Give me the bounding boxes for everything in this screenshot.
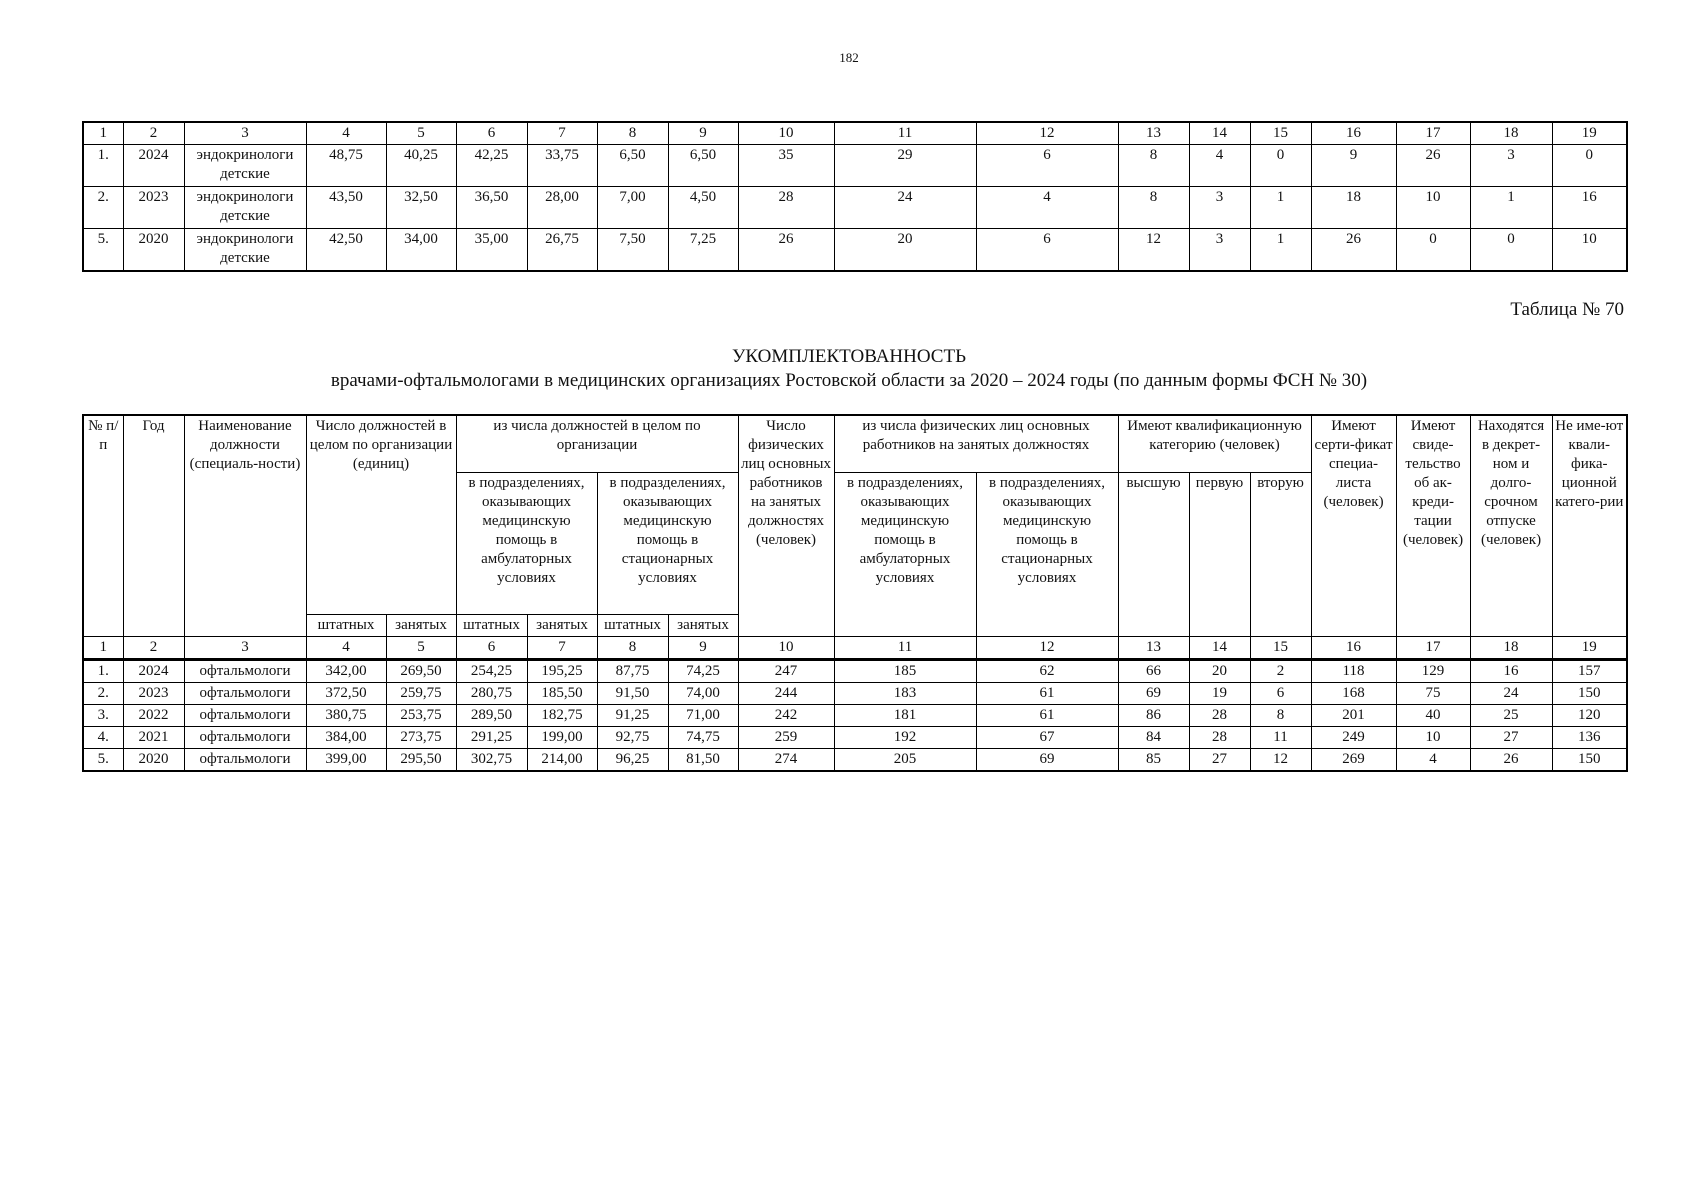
table-cell: 185	[834, 660, 976, 683]
table-cell: 2.	[83, 187, 123, 229]
table-cell: 2022	[123, 705, 184, 727]
header-first: первую	[1189, 473, 1250, 637]
main-table	[82, 414, 1628, 772]
column-number: 2	[123, 122, 184, 145]
table-cell: 4.	[83, 727, 123, 749]
table-cell: 214,00	[527, 749, 597, 772]
table-cell: 342,00	[306, 660, 386, 683]
table-cell: 26	[1396, 145, 1470, 187]
table-cell: 27	[1189, 749, 1250, 772]
table-cell: 259,75	[386, 683, 456, 705]
page-number: 182	[839, 50, 859, 65]
column-number: 13	[1118, 637, 1189, 660]
table-cell: 33,75	[527, 145, 597, 187]
table-cell: 4,50	[668, 187, 738, 229]
table-row	[83, 749, 1627, 772]
column-number: 12	[976, 637, 1118, 660]
table-cell: 35,00	[456, 229, 527, 271]
header-staff-ambulatory: штатных	[456, 615, 527, 637]
table-cell: 61	[976, 683, 1118, 705]
table-cell: офтальмологи	[184, 727, 306, 749]
table-cell: 61	[976, 705, 1118, 727]
table-cell: 10	[1396, 187, 1470, 229]
table-cell: 43,50	[306, 187, 386, 229]
header-occupied-ambulatory: занятых	[527, 615, 597, 637]
table-cell: 84	[1118, 727, 1189, 749]
table-cell: 2024	[123, 660, 184, 683]
column-number: 13	[1118, 122, 1189, 145]
header-num: № п/п	[83, 415, 123, 637]
table-cell: 20	[1189, 660, 1250, 683]
table-row	[83, 727, 1627, 749]
table-cell: 7,50	[597, 229, 668, 271]
table-cell: 7,25	[668, 229, 738, 271]
table-cell: 32,50	[386, 187, 456, 229]
table-cell: 9	[1311, 145, 1396, 187]
table-cell: 1	[1250, 187, 1311, 229]
table-cell: эндокринологи детские	[184, 229, 306, 271]
table-cell: 74,25	[668, 660, 738, 683]
table-cell: 0	[1470, 229, 1552, 271]
column-number: 6	[456, 122, 527, 145]
table-cell: 86	[1118, 705, 1189, 727]
table-cell: 19	[1189, 683, 1250, 705]
column-number: 15	[1250, 637, 1311, 660]
column-number: 7	[527, 122, 597, 145]
table-cell: 91,50	[597, 683, 668, 705]
table-cell: 26	[1311, 229, 1396, 271]
table-title: УКОМПЛЕКТОВАННОСТЬ	[731, 346, 966, 367]
table-cell: 384,00	[306, 727, 386, 749]
table-cell: 16	[1552, 187, 1627, 229]
table-cell: 40	[1396, 705, 1470, 727]
table-cell: 96,25	[597, 749, 668, 772]
table-heading	[0, 345, 1698, 393]
table-cell: 269	[1311, 749, 1396, 772]
column-number: 5	[386, 122, 456, 145]
header-leave: Находятся в декрет-ном и долго-срочном отпуске (человек)	[1470, 415, 1552, 637]
table-row	[83, 187, 1627, 229]
column-number: 14	[1189, 637, 1250, 660]
header-staff-total: штатных	[306, 615, 386, 637]
table-cell: 11	[1250, 727, 1311, 749]
table-cell: 3	[1189, 187, 1250, 229]
column-number: 9	[668, 637, 738, 660]
table-cell: 7,00	[597, 187, 668, 229]
table-cell: 0	[1552, 145, 1627, 187]
table-cell: 42,50	[306, 229, 386, 271]
table-cell: 2021	[123, 727, 184, 749]
table-cell: 35	[738, 145, 834, 187]
table-cell: 5.	[83, 749, 123, 772]
column-number: 10	[738, 637, 834, 660]
table-cell: 195,25	[527, 660, 597, 683]
header-certificate: Имеют серти-фикат специа-листа (человек)	[1311, 415, 1396, 637]
table-cell: 74,00	[668, 683, 738, 705]
table-cell: 69	[1118, 683, 1189, 705]
column-number: 2	[123, 637, 184, 660]
table-cell: 28,00	[527, 187, 597, 229]
table-cell: офтальмологи	[184, 683, 306, 705]
column-number-row	[83, 637, 1627, 660]
header-ambulatory: в подразделениях, оказывающих медицинскую помощь в амбулаторных условиях	[456, 473, 597, 615]
column-number: 16	[1311, 122, 1396, 145]
table-cell: офтальмологи	[184, 749, 306, 772]
table-cell: 6	[976, 145, 1118, 187]
column-number-row	[83, 122, 1627, 145]
table-cell: 6	[976, 229, 1118, 271]
column-number: 11	[834, 122, 976, 145]
column-number: 6	[456, 637, 527, 660]
table-cell: 129	[1396, 660, 1470, 683]
table-cell: 244	[738, 683, 834, 705]
column-number: 19	[1552, 122, 1627, 145]
table-cell: 1.	[83, 145, 123, 187]
table-cell: 150	[1552, 683, 1627, 705]
column-number: 1	[83, 122, 123, 145]
column-number: 1	[83, 637, 123, 660]
table-cell: 18	[1311, 187, 1396, 229]
table-cell: 10	[1396, 727, 1470, 749]
header-highest: высшую	[1118, 473, 1189, 637]
column-number: 18	[1470, 122, 1552, 145]
table-cell: 249	[1311, 727, 1396, 749]
table-cell: 150	[1552, 749, 1627, 772]
table-cell: 118	[1311, 660, 1396, 683]
table-cell: 289,50	[456, 705, 527, 727]
table-cell: 27	[1470, 727, 1552, 749]
table-cell: 181	[834, 705, 976, 727]
table-row	[83, 705, 1627, 727]
header-positions: Число должностей в целом по организации (единиц)	[306, 415, 456, 615]
table-cell: 75	[1396, 683, 1470, 705]
table-cell: 26	[1470, 749, 1552, 772]
table-cell: эндокринологи детские	[184, 187, 306, 229]
column-number: 12	[976, 122, 1118, 145]
table-cell: 3.	[83, 705, 123, 727]
column-number: 8	[597, 637, 668, 660]
table-cell: 34,00	[386, 229, 456, 271]
table-cell: 8	[1118, 145, 1189, 187]
table-cell: 6,50	[668, 145, 738, 187]
table-cell: 201	[1311, 705, 1396, 727]
table-cell: 91,25	[597, 705, 668, 727]
table-cell: 16	[1470, 660, 1552, 683]
table-cell: 157	[1552, 660, 1627, 683]
table-cell: 6,50	[597, 145, 668, 187]
table-cell: 2	[1250, 660, 1311, 683]
column-number: 16	[1311, 637, 1396, 660]
table-cell: 1	[1250, 229, 1311, 271]
column-number: 3	[184, 637, 306, 660]
column-number: 11	[834, 637, 976, 660]
header-name: Наименование должности (специаль-ности)	[184, 415, 306, 637]
table-cell: 24	[1470, 683, 1552, 705]
table-cell: 42,25	[456, 145, 527, 187]
table-cell: 0	[1396, 229, 1470, 271]
table-cell: 1.	[83, 660, 123, 683]
header-stationary: в подразделениях, оказывающих медицинскую помощь в стационарных условиях	[597, 473, 738, 615]
table-cell: 185,50	[527, 683, 597, 705]
table-cell: 26,75	[527, 229, 597, 271]
table-cell: эндокринологи детские	[184, 145, 306, 187]
table-cell: 62	[976, 660, 1118, 683]
table-cell: 2020	[123, 229, 184, 271]
table-cell: 81,50	[668, 749, 738, 772]
column-number: 10	[738, 122, 834, 145]
header-occupied-total: занятых	[386, 615, 456, 637]
table-cell: 182,75	[527, 705, 597, 727]
table-cell: 247	[738, 660, 834, 683]
table-cell: 20	[834, 229, 976, 271]
table-cell: 74,75	[668, 727, 738, 749]
table-cell: 372,50	[306, 683, 386, 705]
table-cell: 136	[1552, 727, 1627, 749]
table-cell: 92,75	[597, 727, 668, 749]
table-cell: 1	[1470, 187, 1552, 229]
header-row-1	[83, 415, 1627, 473]
table-cell: 12	[1250, 749, 1311, 772]
table-cell: 259	[738, 727, 834, 749]
table-cell: 26	[738, 229, 834, 271]
table-cell: 274	[738, 749, 834, 772]
table-cell: 192	[834, 727, 976, 749]
table-cell: 280,75	[456, 683, 527, 705]
header-staff-stationary: штатных	[597, 615, 668, 637]
table-cell: 295,50	[386, 749, 456, 772]
column-number: 8	[597, 122, 668, 145]
table-cell: 2024	[123, 145, 184, 187]
table-subtitle: врачами-офтальмологами в медицинских организациях Ростовской области за 2020 – 2024 годы (по данным формы ФСН № 30)	[330, 370, 1368, 391]
table-cell: 28	[1189, 705, 1250, 727]
table-cell: 87,75	[597, 660, 668, 683]
table-cell: 302,75	[456, 749, 527, 772]
table-cell: 69	[976, 749, 1118, 772]
header-category: Имеют квалификационную категорию (человек)	[1118, 415, 1311, 473]
table-cell: 380,75	[306, 705, 386, 727]
table-row	[83, 683, 1627, 705]
table-cell: 4	[1189, 145, 1250, 187]
table-cell: 2023	[123, 187, 184, 229]
column-number: 17	[1396, 122, 1470, 145]
table-cell: 6	[1250, 683, 1311, 705]
table-cell: 36,50	[456, 187, 527, 229]
table-cell: 291,25	[456, 727, 527, 749]
column-number: 14	[1189, 122, 1250, 145]
table-cell: 8	[1118, 187, 1189, 229]
header-second: вторую	[1250, 473, 1311, 637]
table-cell: 67	[976, 727, 1118, 749]
table-cell: 253,75	[386, 705, 456, 727]
table-cell: 4	[976, 187, 1118, 229]
table-cell: 0	[1250, 145, 1311, 187]
header-year: Год	[123, 415, 184, 637]
top-table	[82, 121, 1628, 272]
header-physical: Число физических лиц основных работников на занятых должностях (человек)	[738, 415, 834, 637]
table-cell: 254,25	[456, 660, 527, 683]
header-no-category: Не име-ют квали-фика-ционной катего-рии	[1552, 415, 1627, 637]
table-cell: 269,50	[386, 660, 456, 683]
table-cell: 48,75	[306, 145, 386, 187]
table-cell: 25	[1470, 705, 1552, 727]
table-cell: 4	[1396, 749, 1470, 772]
column-number: 7	[527, 637, 597, 660]
table-row	[83, 145, 1627, 187]
table-cell: 24	[834, 187, 976, 229]
table-cell: 66	[1118, 660, 1189, 683]
header-physical-of: из числа физических лиц основных работников на занятых должностях	[834, 415, 1118, 473]
header-accreditation: Имеют свиде-тельство об ак-креди-тации (человек)	[1396, 415, 1470, 637]
column-number: 4	[306, 122, 386, 145]
table-cell: 2020	[123, 749, 184, 772]
table-cell: 399,00	[306, 749, 386, 772]
table-row	[83, 229, 1627, 271]
column-number: 18	[1470, 637, 1552, 660]
column-number: 4	[306, 637, 386, 660]
table-cell: 183	[834, 683, 976, 705]
column-number: 9	[668, 122, 738, 145]
column-number: 15	[1250, 122, 1311, 145]
table-cell: 3	[1189, 229, 1250, 271]
table-cell: 205	[834, 749, 976, 772]
header-occupied-stationary: занятых	[668, 615, 738, 637]
table-cell: 168	[1311, 683, 1396, 705]
table-cell: офтальмологи	[184, 660, 306, 683]
table-cell: офтальмологи	[184, 705, 306, 727]
table-cell: 242	[738, 705, 834, 727]
table-cell: 10	[1552, 229, 1627, 271]
column-number: 19	[1552, 637, 1627, 660]
table-cell: 199,00	[527, 727, 597, 749]
table-cell: 40,25	[386, 145, 456, 187]
table-cell: 85	[1118, 749, 1189, 772]
table-cell: 2023	[123, 683, 184, 705]
table-cell: 120	[1552, 705, 1627, 727]
header-positions-of: из числа должностей в целом по организации	[456, 415, 738, 473]
table-cell: 71,00	[668, 705, 738, 727]
header-phys-ambulatory: в подразделениях, оказывающих медицинскую помощь в амбулаторных условиях	[834, 473, 976, 637]
table-cell: 28	[738, 187, 834, 229]
table-caption: Таблица № 70	[1510, 299, 1624, 320]
table-cell: 2.	[83, 683, 123, 705]
table-row	[83, 660, 1627, 683]
table-cell: 29	[834, 145, 976, 187]
table-cell: 3	[1470, 145, 1552, 187]
table-cell: 28	[1189, 727, 1250, 749]
column-number: 3	[184, 122, 306, 145]
table-cell: 8	[1250, 705, 1311, 727]
header-phys-stationary: в подразделениях, оказывающих медицинскую помощь в стационарных условиях	[976, 473, 1118, 637]
table-cell: 5.	[83, 229, 123, 271]
column-number: 5	[386, 637, 456, 660]
table-cell: 273,75	[386, 727, 456, 749]
column-number: 17	[1396, 637, 1470, 660]
table-cell: 12	[1118, 229, 1189, 271]
